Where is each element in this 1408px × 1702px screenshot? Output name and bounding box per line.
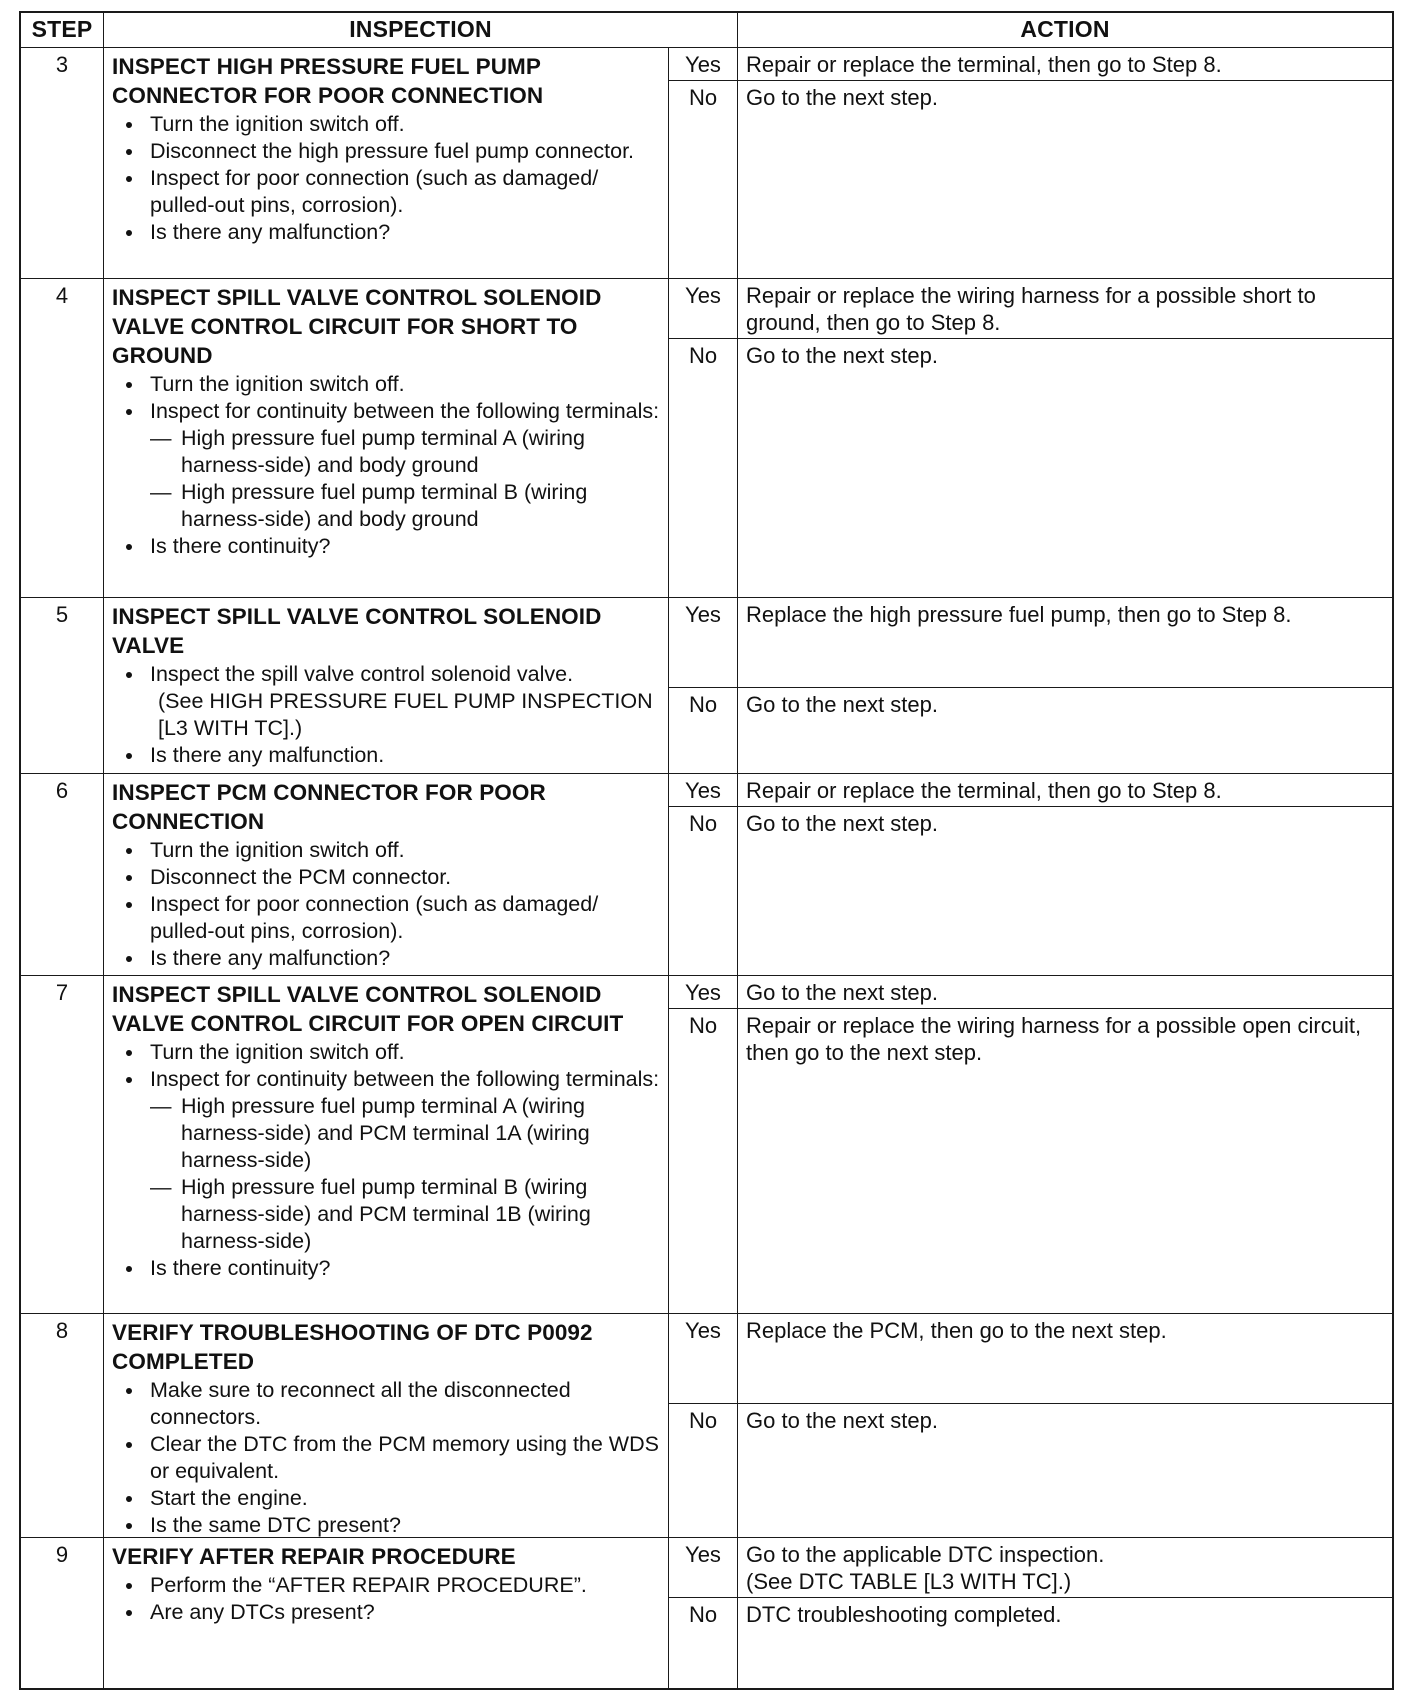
inspection-item: Turn the ignition switch off.: [112, 837, 662, 864]
inspection-item: Inspect for poor connection (such as damaged/ pulled-out pins, corrosion).: [112, 891, 662, 945]
step-number: 6: [21, 774, 104, 976]
yes-row: [669, 976, 1392, 1009]
yes-label: Yes: [669, 48, 738, 80]
step-number: 5: [21, 598, 104, 774]
yes-action-reference: (See DTC TABLE [L3 WITH TC].): [746, 1569, 1072, 1594]
yes-label: Yes: [669, 774, 738, 806]
yes-row: [669, 48, 1392, 81]
no-action: Go to the next step.: [746, 343, 939, 368]
no-row: [669, 688, 1392, 773]
yes-label: Yes: [669, 976, 738, 1008]
no-action: Repair or replace the wiring harness for a possible open circuit, then go to the next step.: [746, 1013, 1362, 1065]
header-action: ACTION: [738, 13, 1392, 48]
inspection-cell: [104, 279, 669, 598]
no-row: [669, 1598, 1392, 1688]
inspection-subitem: — High pressure fuel pump terminal B (wiring harness-side) and body ground: [112, 479, 662, 533]
no-action: Go to the next step.: [746, 85, 939, 110]
inspection-cell: [104, 598, 669, 774]
yes-row: [669, 279, 1392, 339]
no-action: Go to the next step.: [746, 692, 939, 717]
inspection-item: Is there any malfunction?: [112, 219, 662, 246]
result-column: [669, 1538, 1392, 1688]
result-column: [669, 48, 1392, 279]
step-number: 3: [21, 48, 104, 279]
yes-label: Yes: [669, 1314, 738, 1403]
inspection-title: INSPECT SPILL VALVE CONTROL SOLENOID VALVE CONTROL CIRCUIT FOR SHORT TO GROUND: [112, 285, 602, 368]
result-column: [669, 1314, 1392, 1538]
inspection-item: Disconnect the high pressure fuel pump connector.: [112, 138, 662, 165]
inspection-list: [112, 1572, 662, 1626]
inspection-list: [112, 1039, 662, 1282]
inspection-list: [112, 661, 662, 769]
inspection-item: Is there any malfunction?: [112, 945, 662, 972]
yes-action: Repair or replace the wiring harness for a possible short to ground, then go to Step 8.: [746, 283, 1316, 335]
inspection-cell: [104, 48, 669, 279]
yes-action: Repair or replace the terminal, then go to Step 8.: [746, 778, 1222, 803]
yes-row: [669, 1314, 1392, 1404]
inspection-item: Perform the “AFTER REPAIR PROCEDURE”.: [112, 1572, 662, 1599]
inspection-item: Turn the ignition switch off.: [112, 1039, 662, 1066]
result-column: [669, 279, 1392, 598]
inspection-title: VERIFY TROUBLESHOOTING OF DTC P0092 COMPLETED: [112, 1320, 593, 1374]
header-step: STEP: [21, 13, 104, 48]
yes-label: Yes: [669, 1538, 738, 1597]
inspection-subitem: — High pressure fuel pump terminal A (wiring harness-side) and body ground: [112, 425, 662, 479]
inspection-title: VERIFY AFTER REPAIR PROCEDURE: [112, 1544, 516, 1569]
inspection-item: Clear the DTC from the PCM memory using the WDS or equivalent.: [112, 1431, 662, 1485]
no-row: [669, 81, 1392, 278]
yes-label: Yes: [669, 279, 738, 338]
step-number: 7: [21, 976, 104, 1314]
no-action: Go to the next step.: [746, 1408, 939, 1433]
no-row: [669, 339, 1392, 597]
yes-action: [738, 1538, 1392, 1597]
header-inspection: INSPECTION: [104, 13, 738, 48]
yes-action-line: Go to the applicable DTC inspection.: [746, 1542, 1105, 1567]
inspection-cell: [104, 976, 669, 1314]
no-label: No: [669, 81, 738, 278]
inspection-item: Turn the ignition switch off.: [112, 371, 662, 398]
yes-label: Yes: [669, 598, 738, 687]
no-label: No: [669, 688, 738, 773]
inspection-item: Is the same DTC present?: [112, 1512, 662, 1539]
inspection-item: Is there any malfunction.: [112, 742, 662, 769]
no-label: No: [669, 1009, 738, 1313]
yes-action: Replace the high pressure fuel pump, then go to Step 8.: [746, 602, 1292, 627]
inspection-cell: [104, 1314, 669, 1538]
yes-action: Go to the next step.: [746, 980, 939, 1005]
no-row: [669, 1009, 1392, 1313]
result-column: [669, 774, 1392, 976]
inspection-list: [112, 371, 662, 560]
yes-row: [669, 598, 1392, 688]
inspection-item: Is there continuity?: [112, 533, 662, 560]
inspection-cell: [104, 774, 669, 976]
no-action: Go to the next step.: [746, 811, 939, 836]
troubleshooting-table: [19, 11, 1394, 1690]
step-number: 8: [21, 1314, 104, 1538]
inspection-subitem: — High pressure fuel pump terminal A (wiring harness-side) and PCM terminal 1A (wiring harness-side): [112, 1093, 662, 1174]
yes-action: Replace the PCM, then go to the next step.: [746, 1318, 1167, 1343]
inspection-title: INSPECT PCM CONNECTOR FOR POOR CONNECTION: [112, 780, 546, 834]
no-label: No: [669, 339, 738, 597]
no-row: [669, 1404, 1392, 1537]
inspection-item: Make sure to reconnect all the disconnected connectors.: [112, 1377, 662, 1431]
result-column: [669, 598, 1392, 774]
inspection-item: Is there continuity?: [112, 1255, 662, 1282]
inspection-title: INSPECT SPILL VALVE CONTROL SOLENOID VALVE CONTROL CIRCUIT FOR OPEN CIRCUIT: [112, 982, 624, 1036]
no-action: DTC troubleshooting completed.: [746, 1602, 1062, 1627]
no-row: [669, 807, 1392, 975]
inspection-item: Are any DTCs present?: [112, 1599, 662, 1626]
yes-row: [669, 774, 1392, 807]
no-label: No: [669, 1598, 738, 1688]
inspection-item: Start the engine.: [112, 1485, 662, 1512]
inspection-list: [112, 111, 662, 246]
result-column: [669, 976, 1392, 1314]
inspection-cell: [104, 1538, 669, 1688]
inspection-list: [112, 1377, 662, 1539]
step-number: 9: [21, 1538, 104, 1688]
inspection-title: INSPECT HIGH PRESSURE FUEL PUMP CONNECTOR FOR POOR CONNECTION: [112, 54, 544, 108]
yes-row: [669, 1538, 1392, 1598]
step-number: 4: [21, 279, 104, 598]
inspection-list: [112, 837, 662, 972]
inspection-item: Inspect for continuity between the following terminals:: [112, 1066, 662, 1093]
inspection-item: Turn the ignition switch off.: [112, 111, 662, 138]
no-label: No: [669, 807, 738, 975]
inspection-reference: (See HIGH PRESSURE FUEL PUMP INSPECTION [L3 WITH TC].): [158, 689, 653, 740]
inspection-item: Inspect the spill valve control solenoid valve.: [112, 661, 662, 688]
inspection-item: Inspect for continuity between the following terminals:: [112, 398, 662, 425]
inspection-item: Inspect for poor connection (such as damaged/ pulled-out pins, corrosion).: [112, 165, 662, 219]
inspection-title: INSPECT SPILL VALVE CONTROL SOLENOID VALVE: [112, 604, 602, 658]
no-label: No: [669, 1404, 738, 1537]
inspection-subitem: — High pressure fuel pump terminal B (wiring harness-side) and PCM terminal 1B (wiring harness-side): [112, 1174, 662, 1255]
inspection-item: Disconnect the PCM connector.: [112, 864, 662, 891]
yes-action: Repair or replace the terminal, then go to Step 8.: [746, 52, 1222, 77]
